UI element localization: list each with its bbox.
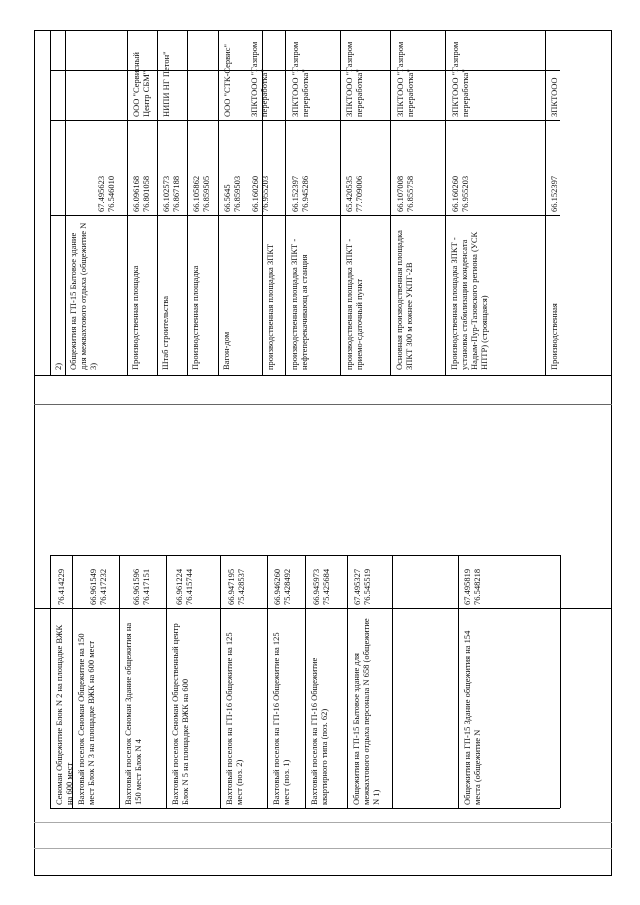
row-sep	[545, 30, 546, 375]
row-name: Производственная	[549, 303, 559, 370]
organization	[249, 37, 269, 117]
coord1: 66.961596	[131, 568, 141, 605]
row-sep	[347, 555, 348, 808]
coord2: 76.415744	[184, 568, 194, 605]
row-sep	[390, 30, 391, 375]
row-name: производственная площадка ЗПКТ - приемо-сдаточный пункт	[344, 238, 364, 370]
coord1: 66.152397	[549, 175, 559, 212]
coord2: 76.955203	[260, 175, 270, 212]
organization	[344, 37, 364, 117]
row-name: Основная производственная площадка ЗПКТ 300 м южнее УКПГ-2В	[394, 230, 414, 370]
row-sep	[157, 30, 158, 375]
row-sep	[285, 30, 286, 375]
coordinates	[450, 122, 470, 212]
row-name: Общежития на ГП-15 Бытовое здание для межвахтового отдыха персонала N 658 (общежитие N 1)	[351, 618, 381, 805]
coord2: 76.548218	[472, 568, 482, 605]
row-name: Общежития на ГП-15 Бытовое здание для межвахтового отдыха (общежитие N 3)	[68, 222, 98, 370]
organization	[290, 37, 310, 117]
coordinates	[549, 122, 559, 212]
org-name: ЗПКТООО "Газпром переработка"	[290, 41, 310, 117]
table-header	[53, 220, 63, 370]
coordinates	[191, 122, 211, 212]
row-sep	[458, 555, 459, 808]
coord1: 66.5645	[222, 184, 232, 212]
table-row	[351, 615, 381, 805]
coordinates	[161, 122, 181, 212]
table-row	[68, 220, 98, 370]
coord2: 76.855758	[405, 175, 415, 212]
table-row	[289, 220, 309, 370]
coord2: 77.709006	[354, 175, 364, 212]
coordinates	[96, 122, 116, 212]
row-sep	[267, 555, 268, 808]
coord2: 75.428537	[236, 568, 246, 605]
coord1: 67.495623	[96, 175, 106, 212]
row-name: Вахтовый поселок на ГП-16 Общежитие квартирного типа (поз. 62)	[309, 657, 329, 805]
table-row	[271, 615, 291, 805]
org-name: ООО "Сервисный Центр СБМ"	[131, 52, 151, 117]
table-row	[309, 615, 329, 805]
row-sep	[392, 555, 393, 808]
table-divider-footer	[34, 822, 612, 823]
coord2: 76.546010	[106, 175, 116, 212]
coord1: 66.961549	[88, 568, 98, 605]
organization	[450, 37, 470, 117]
row-sep	[218, 30, 219, 375]
row-name: Вахтовый поселок Сеноман Общежитие на 150 мест Блок N 3 на площадке ВЖК на 600 мест	[76, 633, 96, 805]
table-row	[190, 220, 200, 370]
organization	[549, 37, 559, 117]
table-row	[344, 220, 364, 370]
coord1: 66.105862	[191, 175, 201, 212]
row-sep	[560, 555, 561, 808]
coord2: 76.801058	[141, 175, 151, 212]
coordinates	[88, 555, 108, 605]
org-name: ЗПКТООО "Газпром переработка"	[450, 41, 470, 117]
table-row	[170, 615, 190, 805]
row-sep	[340, 30, 341, 375]
coordinates	[344, 122, 364, 212]
row-sep	[127, 30, 128, 375]
coordinates	[222, 122, 242, 212]
coord1: 66.102573	[161, 175, 171, 212]
org-name: ООО "СТК-Сервис"	[222, 44, 232, 117]
coord2: 76.414229	[56, 568, 66, 605]
row-name: Вахтовый поселок на ГП-16 Общежитие на 125 мест (поз. 1)	[271, 632, 291, 805]
org-name: ЗПКТООО "Газпром переработка"	[395, 41, 415, 117]
table-row	[221, 220, 231, 370]
coord2: 76.955203	[460, 175, 470, 212]
org-name: ЗПКТООО "Газпром переработка"	[344, 41, 364, 117]
table-row	[123, 615, 143, 805]
organization	[161, 37, 171, 117]
row-sep	[305, 555, 306, 808]
row-name: Производственная площадка ЗПКТ - установка стабилизации конденсата Надым-Пур-Тазовского региона (УСК НПТР) (строящаяся)	[449, 231, 489, 370]
table-row	[462, 615, 482, 805]
row-name: Вагон-дом	[221, 331, 231, 370]
row-name: Производственная площадка	[190, 265, 200, 370]
coord1: 66.947195	[226, 568, 236, 605]
row-name: производственная площадка ЗПКТ - нефтеперекачивающ ая станция	[289, 238, 309, 370]
coordinates	[56, 555, 66, 605]
row-name: производственная площадка ЗПКТ	[265, 243, 275, 370]
coordinates	[272, 555, 292, 605]
coord2: 76.867188	[171, 175, 181, 212]
coord1: 66.946260	[272, 568, 282, 605]
table-row	[449, 220, 489, 370]
coord1: 66.160260	[250, 175, 260, 212]
table-divider-top	[34, 375, 612, 376]
table-divider-middle	[34, 404, 612, 405]
row-name: Штаб строительства	[160, 295, 170, 370]
row-name: Вахтовый поселок на ГП-16 Общежитие на 125 мест (поз. 2)	[224, 632, 244, 805]
coord1: 67.495327	[352, 568, 362, 605]
org-name: НИПИ НГ Петон"	[161, 51, 171, 117]
row-name: Вахтовый поселок Сеноман Здание общежития на 150 мест Блок N 4	[123, 622, 143, 805]
coord2: 76.859505	[201, 175, 211, 212]
coord2: 76.417151	[141, 568, 151, 605]
organization	[131, 37, 151, 117]
coordinates	[290, 122, 310, 212]
table-row	[265, 220, 275, 370]
coordinates	[131, 555, 151, 605]
coordinates	[250, 122, 270, 212]
organization	[395, 37, 415, 117]
org-name: ЗПКТООО	[549, 77, 559, 117]
coord2: 75.425684	[321, 568, 331, 605]
org-name: ЗПКТООО "Газпром переработка"	[249, 41, 269, 117]
table-row	[160, 220, 170, 370]
coordinates	[226, 555, 246, 605]
table-divider-bottom	[34, 608, 612, 609]
table-row	[130, 220, 140, 370]
table-row	[394, 220, 414, 370]
row-name: Общежития на ГП-15 Здание общежития на 154 места (общежитие N	[462, 630, 482, 805]
row-sep	[119, 555, 120, 808]
coord1: 66.160260	[450, 175, 460, 212]
left-table-edge	[50, 555, 51, 808]
organization	[222, 37, 232, 117]
coord1: 66.152397	[290, 175, 300, 212]
row-sep	[166, 555, 167, 808]
table-row	[54, 615, 74, 805]
coord1: 66.961224	[174, 568, 184, 605]
coord1: 66.107008	[395, 175, 405, 212]
table-row	[76, 615, 96, 805]
row-sep	[187, 30, 188, 375]
row-sep	[445, 30, 446, 375]
coordinates	[131, 122, 151, 212]
coord2: 76.417232	[98, 568, 108, 605]
coordinates	[174, 555, 194, 605]
row-sep	[220, 555, 221, 808]
coordinates	[395, 122, 415, 212]
row-name: Вахтовый поселок Сеноман Общественный центр Блок N 5 на площадке ВЖК на 600	[170, 623, 190, 805]
header-text: 2)	[53, 362, 63, 370]
row-name: Сеноман Общежитие Блок N 2 на площадке ВЖК на 600 мест	[54, 624, 74, 805]
coordinates	[462, 555, 482, 605]
coord2: 75.428492	[282, 568, 292, 605]
row-name: Производственная площадка	[130, 265, 140, 370]
coord2: 76.859503	[232, 175, 242, 212]
coordinates	[311, 555, 331, 605]
table-divider-footer-2	[34, 848, 612, 849]
coord1: 66.945973	[311, 568, 321, 605]
coord2: 76.545519	[362, 568, 372, 605]
coord1: 66.096168	[131, 175, 141, 212]
table-row	[549, 220, 559, 370]
right-table-edge	[50, 30, 51, 375]
row-sep	[65, 30, 66, 375]
left-table-bottom	[50, 808, 560, 809]
coord2: 76.945286	[300, 175, 310, 212]
table-row	[224, 615, 244, 805]
coord1: 67.495819	[462, 568, 472, 605]
coordinates	[352, 555, 372, 605]
coord1: 65.420535	[344, 175, 354, 212]
